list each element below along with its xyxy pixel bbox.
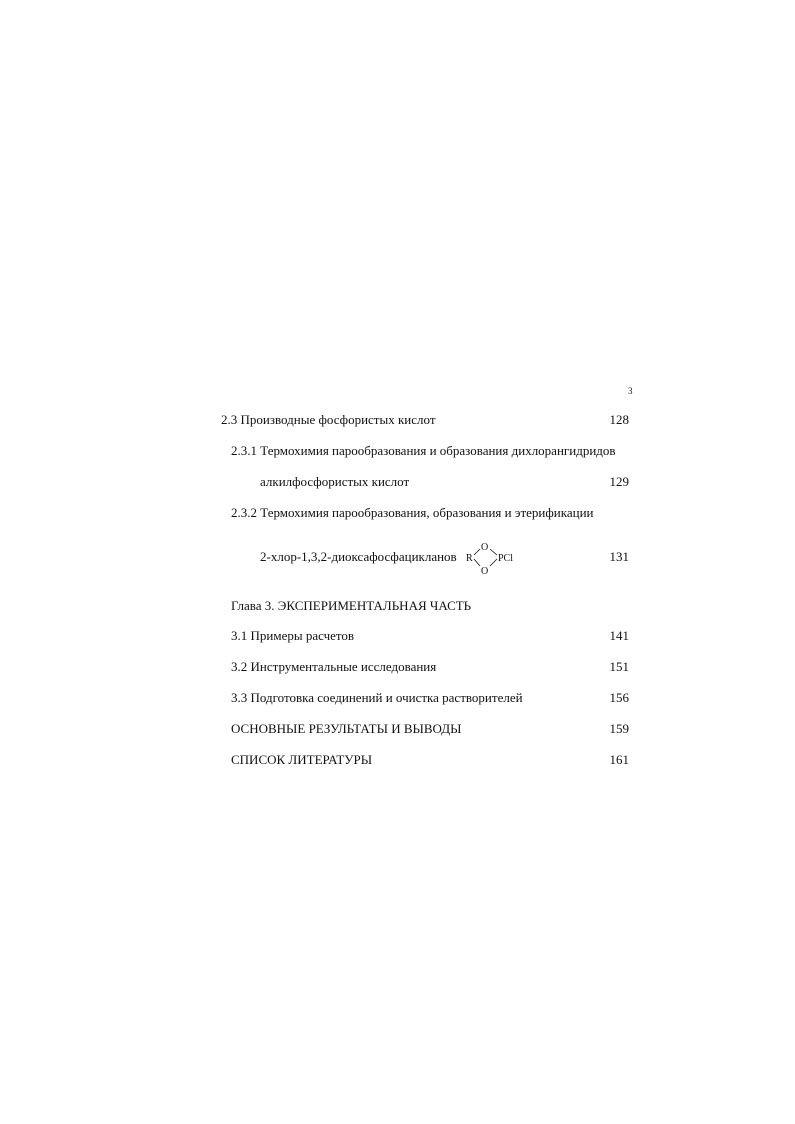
formula-bond bbox=[474, 549, 480, 555]
toc-page-3-3: 156 bbox=[609, 690, 629, 705]
toc-page-conclusions: 159 bbox=[609, 721, 629, 736]
toc-entry-chapter-3: Глава 3. ЭКСПЕРИМЕНТАЛЬНАЯ ЧАСТЬ bbox=[231, 598, 472, 613]
formula-o-bottom: O bbox=[481, 566, 489, 577]
formula-bond bbox=[490, 549, 497, 555]
toc-page-2-3-1: 129 bbox=[609, 474, 629, 489]
toc-page-2-3-2: 131 bbox=[609, 549, 629, 564]
toc-entry-3-3: 3.3 Подготовка соединений и очистка растворителей bbox=[231, 690, 523, 705]
toc-entry-3-2: 3.2 Инструментальные исследования bbox=[231, 659, 437, 674]
toc-entry-2-3-2: 2.3.2 Термохимия парообразования, образования и этерификации bbox=[231, 505, 594, 520]
toc-entry-3-1: 3.1 Примеры расчетов bbox=[231, 628, 355, 643]
toc-entry-2-3-2-cont: 2-хлор-1,3,2-диоксафосфацикланов bbox=[260, 549, 457, 564]
toc-entry-2-3-1-cont: алкилфосфористых кислот bbox=[260, 474, 410, 489]
toc-page-2-3: 128 bbox=[609, 412, 629, 427]
formula-pcl: PCl bbox=[498, 553, 514, 564]
toc-page-references: 161 bbox=[609, 752, 629, 767]
formula-bond bbox=[474, 559, 480, 566]
formula-bond bbox=[490, 559, 497, 566]
toc-entry-2-3: 2.3 Производные фосфористых кислот bbox=[221, 412, 436, 427]
page-number: 3 bbox=[628, 386, 633, 396]
toc-entry-references: СПИСОК ЛИТЕРАТУРЫ bbox=[231, 752, 373, 767]
toc-entry-conclusions: ОСНОВНЫЕ РЕЗУЛЬТАТЫ И ВЫВОДЫ bbox=[231, 721, 462, 736]
dioxaphosphacyclane-formula bbox=[464, 540, 524, 576]
formula-r: R bbox=[466, 553, 473, 564]
toc-page-3-2: 151 bbox=[609, 659, 629, 674]
formula-o-top: O bbox=[481, 542, 489, 553]
toc-page-3-1: 141 bbox=[609, 628, 629, 643]
toc-entry-2-3-1: 2.3.1 Термохимия парообразования и образования дихлорангидридов bbox=[231, 443, 616, 458]
